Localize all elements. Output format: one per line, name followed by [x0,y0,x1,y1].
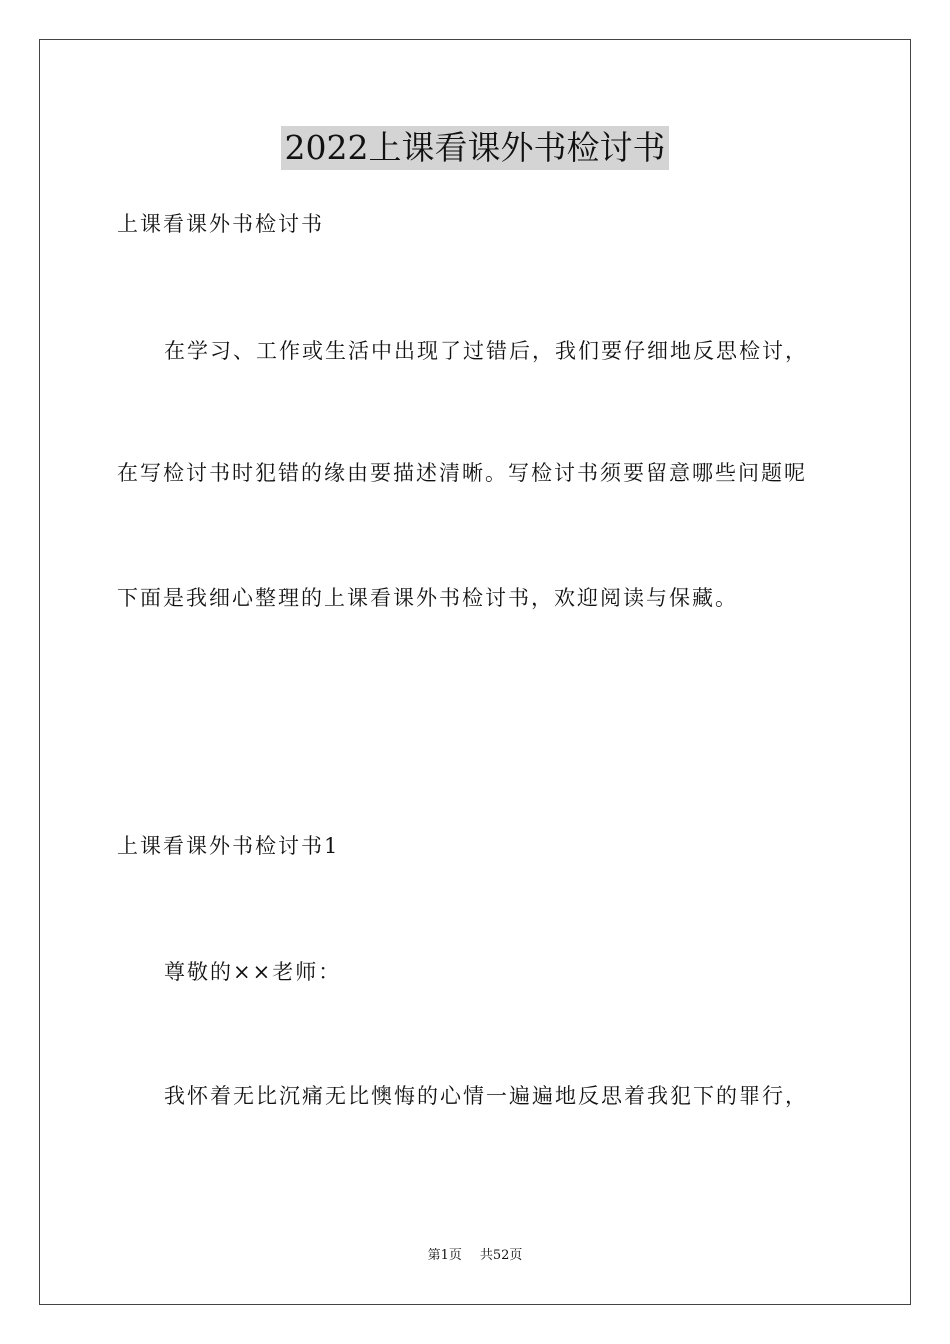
paragraph-line: 我怀着无比沉痛无比懊悔的心情一遍遍地反思着我犯下的罪行， [164,1084,808,1108]
document-title: 2022上课看课外书检讨书 [281,126,670,170]
page-footer [0,1247,950,1265]
page-number: 第1页 [427,1248,462,1263]
title-container [0,126,950,170]
section-heading: 上课看课外书检讨书1 [117,834,340,858]
paragraph-line: 下面是我细心整理的上课看课外书检讨书，欢迎阅读与保藏。 [117,586,738,610]
page-total: 共52页 [479,1248,523,1263]
paragraph-line: 在写检讨书时犯错的缘由要描述清晰。写检讨书须要留意哪些问题呢 [117,461,807,485]
salutation: 尊敬的××老师： [164,960,342,984]
paragraph-line: 在学习、工作或生活中出现了过错后，我们要仔细地反思检讨， [164,339,808,363]
intro-heading: 上课看课外书检讨书 [117,212,324,236]
